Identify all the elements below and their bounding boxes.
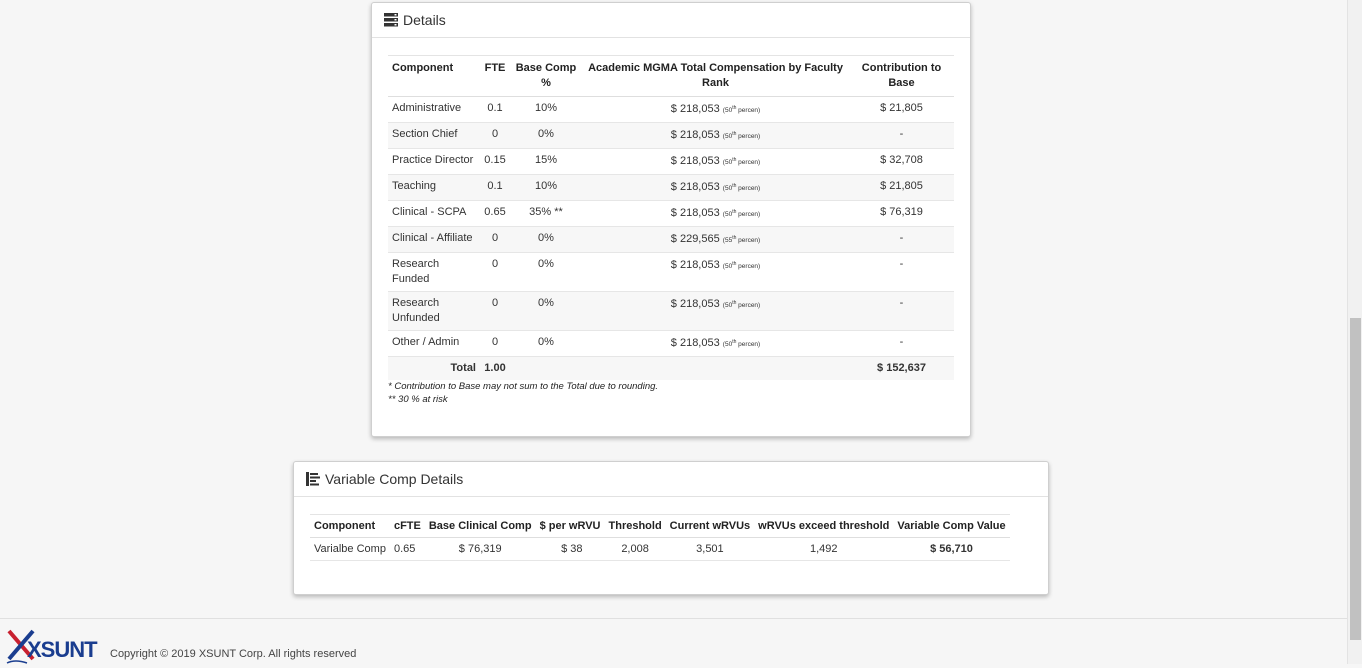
mgma-value: $ 218,053: [670, 155, 720, 167]
cell-cfte: 0.65: [390, 538, 425, 561]
cell-contribution: -: [899, 297, 904, 309]
cell-fte: 0: [491, 258, 499, 270]
cell-component: Varialbe Comp: [310, 538, 390, 561]
percentile-note: (50th percen): [722, 261, 761, 270]
variable-header-row: [310, 515, 1010, 538]
mgma-value: $ 218,053: [670, 103, 720, 115]
cell-mgma: [582, 331, 849, 357]
vertical-scrollbar[interactable]: [1347, 0, 1362, 664]
percentile-label: percen: [738, 211, 759, 218]
percentile-note: (50th percen): [722, 157, 761, 166]
mgma-value: $ 218,053: [670, 298, 720, 310]
col-mgma: Academic MGMA Total Compensation by Faculty Rank: [588, 62, 843, 89]
align-left-icon: [306, 472, 320, 486]
cell-mgma: [582, 253, 849, 292]
cell-component: Research Unfunded: [392, 297, 440, 324]
page-footer: [0, 618, 1347, 665]
percentile-suffix: th: [732, 209, 737, 215]
table-row: [388, 149, 954, 175]
col-wrvus-exceed: wRVUs exceed threshold: [758, 520, 890, 532]
percentile-note: (50th percen): [722, 300, 761, 309]
mgma-value: $ 218,053: [670, 129, 720, 141]
percentile-note: (55th percen): [722, 235, 761, 244]
total-empty: [510, 357, 582, 381]
percentile-suffix: th: [732, 300, 737, 306]
variable-comp-panel: [293, 461, 1049, 595]
cell-fte: 0: [491, 297, 499, 309]
percentile-number: 50: [724, 211, 733, 218]
percentile-suffix: th: [732, 157, 737, 163]
details-title: Details: [403, 12, 446, 28]
percentile-suffix: th: [732, 339, 737, 345]
col-base-clinical-comp: Base Clinical Comp: [428, 520, 532, 532]
cell-fte: 0.1: [487, 102, 503, 114]
percentile-suffix: th: [732, 131, 737, 137]
table-row: [388, 331, 954, 357]
server-list-icon: [384, 13, 398, 27]
cell-base-clinical-comp: $ 76,319: [425, 538, 536, 561]
percentile-number: 50: [724, 107, 733, 114]
cell-base-comp: 35% **: [529, 206, 563, 218]
table-row: [388, 253, 954, 292]
footnote-at-risk: ** 30 % at risk: [388, 394, 448, 405]
total-fte: 1.00: [484, 362, 506, 374]
details-header: [372, 3, 970, 38]
percentile-label: percen: [738, 107, 759, 114]
cell-base-comp: 0%: [538, 297, 554, 309]
percentile-label: percen: [738, 185, 759, 192]
cell-mgma: [582, 175, 849, 201]
cell-fte: 0.15: [484, 154, 506, 166]
footnote-rounding: * Contribution to Base may not sum to the Total due to rounding.: [388, 381, 659, 392]
cell-mgma: [582, 97, 849, 123]
cell-fte: 0: [491, 128, 499, 140]
percentile-number: 50: [724, 302, 733, 309]
col-per-wrvu: $ per wRVU: [539, 520, 601, 532]
percentile-note: (50th percen): [722, 183, 761, 192]
cell-component: Practice Director: [392, 154, 474, 166]
cell-threshold: 2,008: [605, 538, 666, 561]
details-table: [388, 55, 954, 380]
cell-fte: 0.1: [487, 180, 503, 192]
table-row: [388, 201, 954, 227]
xsunt-logo: [5, 629, 103, 665]
cell-base-comp: 10%: [534, 180, 558, 192]
cell-contribution: -: [899, 258, 904, 270]
mgma-value: $ 218,053: [670, 207, 720, 219]
table-row: [388, 292, 954, 331]
cell-contribution: -: [899, 336, 904, 348]
percentile-suffix: th: [732, 235, 737, 241]
percentile-number: 50: [724, 185, 733, 192]
cell-component: Clinical - Affiliate: [392, 232, 473, 244]
cell-component: Research Funded: [392, 258, 440, 285]
cell-contribution: $ 21,805: [880, 180, 923, 192]
col-base-comp: Base Comp %: [515, 62, 577, 89]
percentile-label: percen: [738, 341, 759, 348]
variable-comp-title: Variable Comp Details: [325, 471, 464, 487]
percentile-suffix: th: [732, 261, 737, 267]
cell-fte: 0: [491, 336, 499, 348]
col-component: Component: [392, 62, 454, 74]
cell-contribution: $ 21,805: [880, 102, 923, 114]
cell-mgma: [582, 149, 849, 175]
cell-base-comp: 0%: [538, 336, 554, 348]
details-panel: [371, 2, 971, 437]
table-row: [388, 97, 954, 123]
cell-per-wrvu: $ 38: [536, 538, 605, 561]
percentile-number: 50: [724, 263, 733, 270]
cell-component: Teaching: [392, 180, 437, 192]
scrollbar-thumb[interactable]: [1350, 318, 1361, 640]
percentile-suffix: th: [732, 183, 737, 189]
variable-comp-table: [310, 514, 1010, 561]
total-contribution: $ 152,637: [877, 362, 926, 374]
percentile-label: percen: [738, 159, 759, 166]
cell-fte: 0.65: [484, 206, 506, 218]
percentile-note: (50th percen): [722, 131, 761, 140]
cell-mgma: [582, 292, 849, 331]
cell-base-comp: 0%: [538, 258, 554, 270]
cell-contribution: $ 76,319: [880, 206, 923, 218]
logo-text: XSUNT: [27, 637, 97, 662]
percentile-note: (50th percen): [722, 105, 761, 114]
footnotes: [388, 380, 658, 406]
cell-variable-comp-value: $ 56,710: [893, 538, 1009, 561]
cell-base-comp: 10%: [534, 102, 558, 114]
mgma-value: $ 218,053: [670, 181, 720, 193]
cell-component: Clinical - SCPA: [392, 206, 467, 218]
col-current-wrvus: Current wRVUs: [669, 520, 751, 532]
percentile-label: percen: [738, 237, 759, 244]
cell-mgma: [582, 123, 849, 149]
cell-fte: 0: [491, 232, 499, 244]
cell-component: Section Chief: [392, 128, 458, 140]
table-row: [310, 538, 1010, 561]
cell-mgma: [582, 227, 849, 253]
percentile-number: 50: [724, 133, 733, 140]
cell-wrvus-exceed: 1,492: [754, 538, 893, 561]
details-header-row: [388, 56, 954, 97]
cell-base-comp: 0%: [538, 128, 554, 140]
cell-contribution: -: [899, 232, 904, 244]
copyright-text: Copyright © 2019 XSUNT Corp. All rights reserved: [110, 648, 357, 660]
percentile-label: percen: [738, 263, 759, 270]
col-fte: FTE: [484, 62, 506, 74]
percentile-suffix: th: [732, 105, 737, 111]
total-empty: [582, 357, 849, 381]
col-component: Component: [314, 520, 376, 532]
total-row: [388, 357, 954, 381]
variable-comp-header: [294, 462, 1048, 497]
percentile-note: (50th percen): [722, 209, 761, 218]
table-row: [388, 227, 954, 253]
cell-base-comp: 15%: [534, 154, 558, 166]
table-row: [388, 175, 954, 201]
cell-contribution: $ 32,708: [880, 154, 923, 166]
percentile-note: (50th percen): [722, 339, 761, 348]
cell-contribution: -: [899, 128, 904, 140]
percentile-number: 55: [724, 237, 733, 244]
col-variable-comp-value: Variable Comp Value: [897, 520, 1006, 532]
total-label: Total: [450, 362, 476, 374]
percentile-number: 50: [724, 159, 733, 166]
cell-base-comp: 0%: [538, 232, 554, 244]
mgma-value: $ 229,565: [670, 233, 720, 245]
percentile-number: 50: [724, 341, 733, 348]
col-contribution: Contribution to Base: [861, 62, 942, 89]
table-row: [388, 123, 954, 149]
col-threshold: Threshold: [608, 520, 662, 532]
cell-current-wrvus: 3,501: [666, 538, 754, 561]
cell-mgma: [582, 201, 849, 227]
percentile-label: percen: [738, 133, 759, 140]
col-cfte: cFTE: [393, 520, 421, 532]
mgma-value: $ 218,053: [670, 337, 720, 349]
cell-component: Other / Admin: [392, 336, 460, 348]
mgma-value: $ 218,053: [670, 259, 720, 271]
percentile-label: percen: [738, 302, 759, 309]
cell-component: Administrative: [392, 102, 462, 114]
